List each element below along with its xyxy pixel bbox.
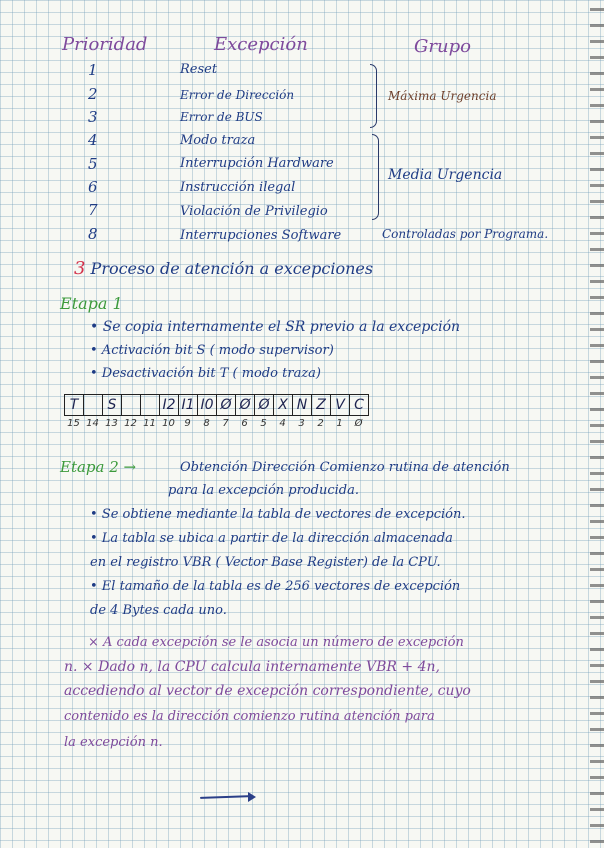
bit-number: 13: [105, 418, 118, 429]
bit-number: 12: [124, 418, 137, 429]
register-bit-cell: X: [274, 395, 293, 416]
note-line: contenido es la dirección comienzo rutina atención para: [64, 709, 435, 724]
priority-number: 7: [88, 201, 98, 219]
bit-number: 7: [222, 418, 229, 429]
etapa2-heading: Obtención Dirección Comienzo rutina de atención: [180, 460, 510, 475]
exception-name: Violación de Privilegio: [180, 204, 328, 219]
exception-name: Reset: [180, 62, 218, 77]
bit-number: 4: [279, 418, 286, 429]
bit-number: 9: [184, 418, 191, 429]
header-prioridad: Prioridad: [62, 34, 148, 55]
etapa2-bullet: en el registro VBR ( Vector Base Register) de la CPU.: [90, 555, 441, 570]
etapa2-label: Etapa 2 →: [60, 458, 137, 476]
notebook-spiral: [590, 0, 604, 848]
note-line: accediendo al vector de excepción correspondiente, cuyo: [64, 683, 471, 699]
group-media-urgencia: Media Urgencia: [388, 167, 503, 183]
exception-name: Modo traza: [180, 133, 256, 148]
etapa1-bullet: • Activación bit S ( modo supervisor): [90, 343, 334, 358]
exception-name: Instrucción ilegal: [180, 180, 296, 195]
priority-number: 5: [88, 155, 98, 173]
register-bit-cell: S: [103, 395, 122, 416]
bit-number: 1: [336, 418, 343, 429]
priority-number: 8: [88, 225, 98, 243]
register-bit-cell: I1: [179, 395, 198, 416]
exception-name: Interrupciones Software: [180, 228, 342, 243]
register-bit-cell: N: [293, 395, 312, 416]
register-bit-cell: [122, 395, 141, 416]
etapa2-heading: para la excepción producida.: [168, 483, 360, 498]
priority-number: 4: [88, 131, 98, 149]
etapa2-bullet: • La tabla se ubica a partir de la dirección almacenada: [90, 531, 453, 546]
bit-number: 6: [241, 418, 248, 429]
register-bit-cell: Ø: [217, 395, 236, 416]
register-bit-cell: C: [350, 395, 369, 416]
exception-name: Error de BUS: [180, 110, 263, 124]
bit-number: 8: [203, 418, 210, 429]
priority-number: 2: [88, 85, 98, 103]
status-register-table: [64, 394, 369, 416]
priority-number: 1: [88, 61, 98, 79]
etapa1-bullet: • Desactivación bit T ( modo traza): [90, 366, 322, 381]
register-bit-cell: [141, 395, 160, 416]
register-bit-cell: T: [65, 395, 84, 416]
bit-number: 2: [317, 418, 324, 429]
register-bit-cell: I0: [198, 395, 217, 416]
etapa2-bullet: • Se obtiene mediante la tabla de vectores de excepción.: [90, 507, 466, 522]
header-excepcion: Excepción: [214, 34, 308, 55]
bit-number: 3: [298, 418, 305, 429]
register-bit-cell: [84, 395, 103, 416]
note-line: la excepción n.: [64, 735, 163, 750]
register-bit-numbers: [64, 418, 368, 429]
group-bracket-media: [372, 134, 379, 220]
bit-number: 11: [143, 418, 156, 429]
register-bit-cell: Ø: [236, 395, 255, 416]
register-bit-cell: V: [331, 395, 350, 416]
register-bit-cell: Z: [312, 395, 331, 416]
exception-name: Error de Dirección: [180, 88, 295, 102]
section-title-text: Proceso de atención a excepciones: [90, 259, 374, 278]
priority-number: 6: [88, 178, 98, 196]
register-bit-cell: I2: [160, 395, 179, 416]
etapa1-bullet: • Se copia internamente el SR previo a la excepción: [90, 319, 461, 335]
header-grupo: Grupo: [414, 36, 471, 57]
bit-number: 10: [162, 418, 175, 429]
arrow-icon: [248, 792, 256, 802]
etapa1-label: Etapa 1: [60, 294, 123, 313]
register-bit-cell: Ø: [255, 395, 274, 416]
group-maxima-urgencia: Máxima Urgencia: [388, 89, 497, 103]
bit-number: 15: [67, 418, 80, 429]
note-line: n. × Dado n, la CPU calcula internamente VBR + 4n,: [64, 659, 440, 675]
etapa2-bullet: • El tamaño de la tabla es de 256 vectores de excepción: [90, 579, 461, 594]
etapa2-bullet: de 4 Bytes cada uno.: [90, 603, 227, 618]
section-title: [74, 260, 373, 278]
exception-name: Interrupción Hardware: [180, 156, 334, 171]
bit-number: Ø: [354, 418, 363, 429]
arrow-icon-line: [200, 795, 252, 799]
bit-number: 14: [86, 418, 99, 429]
section-number: 3: [74, 258, 86, 279]
priority-number: 3: [88, 108, 98, 126]
group-controladas-programa: Controladas por Programa.: [382, 227, 549, 241]
group-bracket-maxima: [370, 64, 377, 128]
note-line: × A cada excepción se le asocia un número de excepción: [88, 635, 464, 650]
bit-number: 5: [260, 418, 267, 429]
